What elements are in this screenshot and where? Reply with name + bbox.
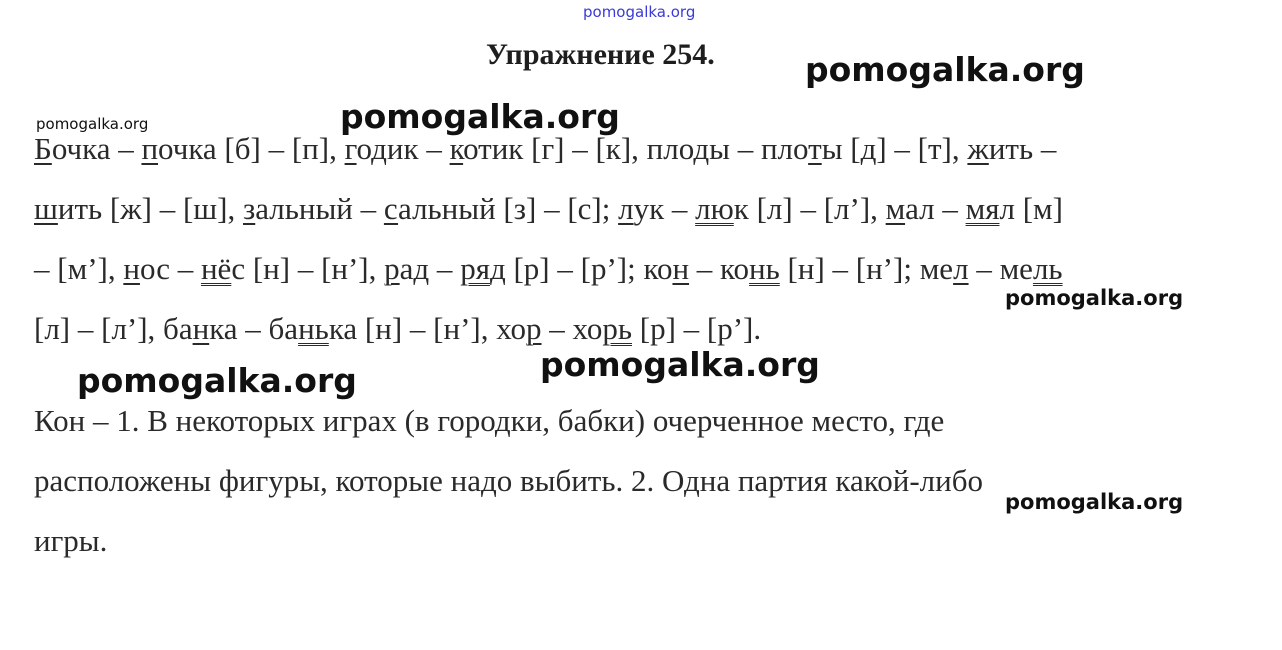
watermark-bottom-center: pomogalka.org bbox=[540, 345, 820, 384]
definition-line-3: игры. bbox=[34, 523, 108, 558]
text-segment: [л] – [л’], ба bbox=[34, 311, 193, 346]
watermark-title-right: pomogalka.org bbox=[805, 50, 1085, 89]
double-underlined-letters: ря bbox=[460, 251, 490, 286]
watermark-mid-left: pomogalka.org bbox=[340, 97, 620, 136]
underlined-letter: ш bbox=[34, 191, 58, 226]
underlined-letter: л bbox=[953, 251, 969, 286]
text-segment: л [м] bbox=[999, 191, 1063, 226]
text-segment: ы – пло bbox=[709, 131, 809, 166]
text-segment: ить [ж] – [ш], bbox=[57, 191, 243, 226]
text-segment: – [м’], bbox=[34, 251, 124, 286]
definition-line-2: расположены фигуры, которые надо выбить. 2. Одна партия какой-либо bbox=[34, 463, 984, 498]
text-segment: ка – ба bbox=[209, 311, 299, 346]
watermark-top[interactable]: pomogalka.org bbox=[583, 3, 696, 21]
text-segment: отик [г] – [к], пло bbox=[463, 131, 694, 166]
watermark-right-1: pomogalka.org bbox=[1005, 286, 1184, 310]
underlined-letter: п bbox=[141, 131, 159, 166]
text-segment: [р] – [р’]. bbox=[632, 311, 762, 346]
double-underlined-letters: рь bbox=[602, 311, 632, 346]
double-underlined-letters: нё bbox=[200, 251, 232, 286]
double-underlined-letters: лю bbox=[695, 191, 734, 226]
text-segment: ос – bbox=[139, 251, 201, 286]
text-segment: ук – bbox=[633, 191, 696, 226]
text-segment: с [н] – [н’], bbox=[231, 251, 385, 286]
watermark-bottom-left: pomogalka.org bbox=[77, 361, 357, 400]
underlined-letter: Б bbox=[34, 131, 52, 166]
text-segment: – хо bbox=[541, 311, 603, 346]
underlined-letter: с bbox=[383, 191, 399, 226]
paragraph-phonetics bbox=[34, 119, 1234, 359]
paragraph-line bbox=[34, 119, 1234, 179]
underlined-letter: т bbox=[808, 131, 822, 166]
underlined-letter: к bbox=[449, 131, 464, 166]
text-segment: ы [д] – [т], bbox=[821, 131, 968, 166]
underlined-letter: д bbox=[693, 131, 710, 166]
double-underlined-letters: нь bbox=[298, 311, 329, 346]
text-segment: к [л] – [л’], bbox=[733, 191, 886, 226]
text-segment: [н] – [н’]; ме bbox=[779, 251, 954, 286]
underlined-letter: ж bbox=[967, 131, 989, 166]
text-segment: альный – bbox=[255, 191, 384, 226]
underlined-letter: н bbox=[123, 251, 140, 286]
text-segment: одик – bbox=[356, 131, 450, 166]
double-underlined-letters: нь bbox=[749, 251, 780, 286]
paragraph-line bbox=[34, 179, 1234, 239]
underlined-letter: р bbox=[384, 251, 400, 286]
text-segment: д [р] – [р’]; ко bbox=[489, 251, 673, 286]
text-segment: ал – bbox=[905, 191, 966, 226]
text-segment: ка [н] – [н’], хо bbox=[328, 311, 527, 346]
text-segment: – ме bbox=[968, 251, 1033, 286]
text-segment: альный [з] – [с]; bbox=[398, 191, 619, 226]
definition-line-1: Кон – 1. В некоторых играх (в городки, бабки) очерченное место, где bbox=[34, 403, 945, 438]
double-underlined-letters: ль bbox=[1032, 251, 1063, 286]
underlined-letter: г bbox=[344, 131, 357, 166]
underlined-letter: н bbox=[672, 251, 690, 286]
underlined-letter: м bbox=[885, 191, 906, 226]
paragraph-definition bbox=[34, 391, 1234, 571]
watermark-right-2: pomogalka.org bbox=[1005, 490, 1184, 514]
underlined-letter: р bbox=[526, 311, 542, 346]
underlined-letter: з bbox=[242, 191, 256, 226]
watermark-left-small: pomogalka.org bbox=[36, 115, 149, 133]
exercise-title: Упражнение 254. bbox=[486, 38, 715, 71]
text-segment: очка – bbox=[51, 131, 142, 166]
text-segment: очка [б] – [п], bbox=[158, 131, 345, 166]
underlined-letter: л bbox=[618, 191, 634, 226]
text-segment: – ко bbox=[689, 251, 750, 286]
text-segment: ить – bbox=[988, 131, 1057, 166]
underlined-letter: н bbox=[192, 311, 210, 346]
double-underlined-letters: мя bbox=[965, 191, 1000, 226]
text-segment: ад – bbox=[399, 251, 461, 286]
